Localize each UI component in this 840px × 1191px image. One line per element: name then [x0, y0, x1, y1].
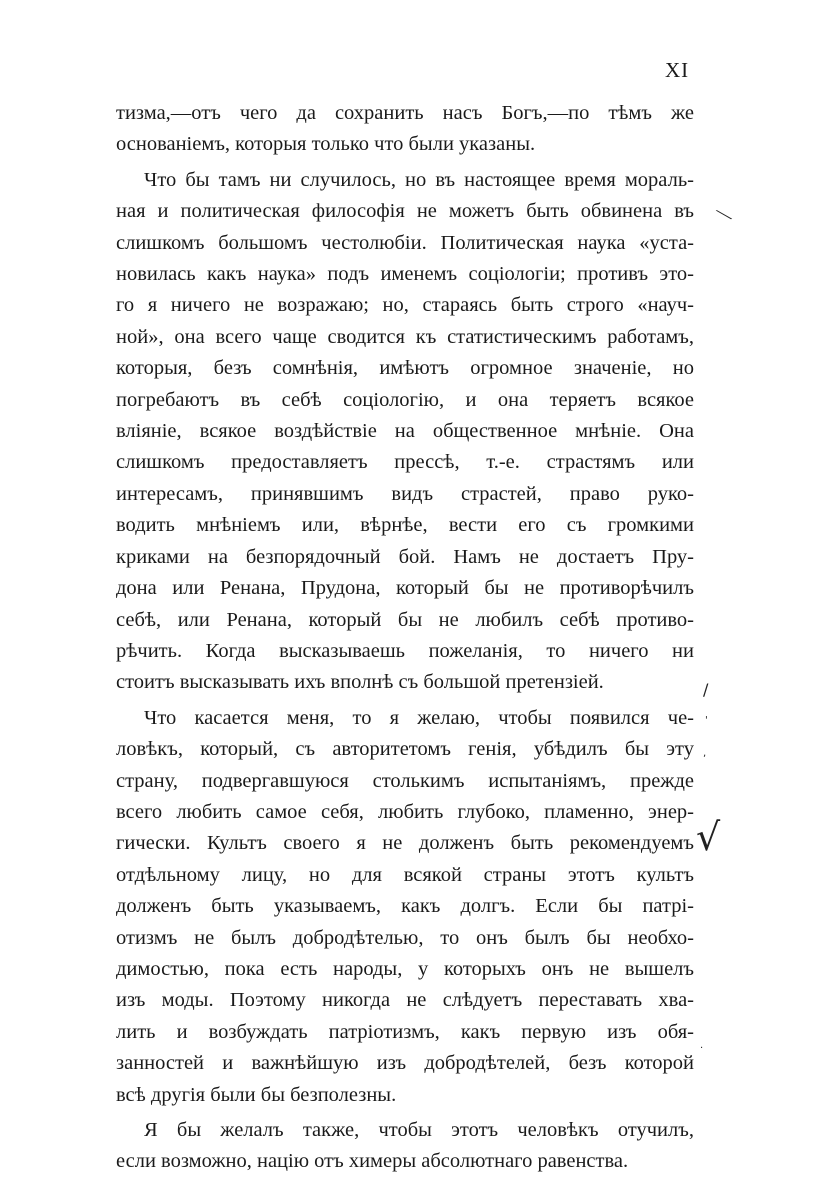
text-line: отдѣльному лицу, но для всякой страны этотъ культъ	[116, 863, 694, 886]
text-line: страну, подвергавшуюся столькимъ испытаніямъ, прежде	[116, 769, 694, 792]
text-line: изъ моды. Поэтому никогда не слѣдуетъ переставать хва-	[116, 989, 694, 1012]
pencil-dot-icon: ,	[703, 748, 707, 759]
text-line: если возможно, націю отъ химеры абсолютнаго равенства.	[116, 1150, 629, 1173]
paragraph-4	[116, 1115, 694, 1178]
body-text	[116, 98, 694, 1178]
pencil-stroke-icon: /	[703, 680, 709, 699]
text-line: ной», она всего чаще сводится къ статистическимъ работамъ,	[116, 325, 694, 348]
text-line: лить и возбуждать патріотизмъ, какъ первую изъ обя-	[116, 1020, 694, 1043]
text-line: всѣ другія были бы безполезны.	[116, 1083, 397, 1106]
page-number: XI	[665, 58, 690, 82]
text-line: рѣчить. Когда высказываешь пожеланія, то ничего ни	[116, 639, 694, 662]
text-line: которыя, безъ сомнѣнія, имѣютъ огромное значеніе, но	[116, 357, 694, 380]
check-mark-icon: √	[696, 815, 721, 859]
text-line: гически. Культъ своего я не долженъ быть рекомендуемъ	[116, 832, 694, 855]
text-line: димостью, пока есть народы, у которыхъ онъ не вышелъ	[116, 957, 694, 980]
text-line: слишкомъ предоставляетъ прессѣ, т.-е. страстямъ или	[116, 451, 694, 474]
pencil-dot-icon: .	[700, 1040, 704, 1051]
text-line: занностей и важнѣйшую изъ добродѣтелей, безъ которой	[116, 1052, 694, 1075]
paragraph-1	[116, 98, 694, 161]
text-line: стоитъ высказывать ихъ вполнѣ съ большой претензіей.	[116, 671, 604, 694]
text-line: себѣ, или Ренана, который бы не любилъ себѣ противо-	[116, 608, 694, 631]
text-line: Я бы желалъ также, чтобы этотъ человѣкъ отучилъ,	[144, 1119, 694, 1141]
text-line: ная и политическая философія не можетъ быть обвинена въ	[116, 200, 694, 223]
text-line: дона или Ренана, Прудона, который бы не противорѣчилъ	[116, 577, 694, 600]
text-line: слишкомъ большомъ честолюбіи. Политическая наука «уста-	[116, 231, 694, 254]
text-line: Что бы тамъ ни случилось, но въ настоящее время мораль-	[144, 168, 694, 191]
text-line: тизма,—отъ чего да сохранить насъ Богъ,—по тѣмъ же	[116, 102, 694, 124]
pencil-dot-icon: '	[705, 715, 708, 726]
text-line: го я ничего не возражаю; но, стараясь быть строго «науч-	[116, 294, 694, 317]
paragraph-3	[116, 703, 694, 1111]
text-line: долженъ быть указываемъ, какъ долгъ. Если бы патрі-	[116, 895, 694, 918]
text-line: Что касается меня, то я желаю, чтобы появился че-	[144, 706, 694, 729]
text-line: погребаютъ въ себѣ соціологію, и она теряетъ всякое	[116, 388, 694, 411]
pencil-tick-mark-icon: ⟍	[714, 203, 734, 228]
text-line: интересамъ, принявшимъ видъ страстей, право руко-	[116, 482, 694, 505]
text-line: новилась какъ наука» подъ именемъ соціологіи; противъ это-	[116, 263, 694, 286]
text-line: основаніемъ, которыя только что были указаны.	[116, 133, 536, 156]
text-line: отизмъ не былъ добродѣтелью, то онъ былъ бы необхо-	[116, 926, 694, 949]
text-line: ловѣкъ, который, съ авторитетомъ генія, убѣдилъ бы эту	[116, 738, 694, 761]
text-line: всего любить самое себя, любить глубоко, пламенно, энер-	[116, 800, 694, 823]
text-line: вліяніе, всякое воздѣйствіе на общественное мнѣніе. Она	[116, 420, 694, 443]
text-line: криками на безпорядочный бой. Намъ не достаетъ Пру-	[116, 545, 694, 568]
paragraph-2	[116, 165, 694, 699]
text-line: водить мнѣніемъ или, вѣрнѣе, вести его съ громкими	[116, 514, 694, 537]
